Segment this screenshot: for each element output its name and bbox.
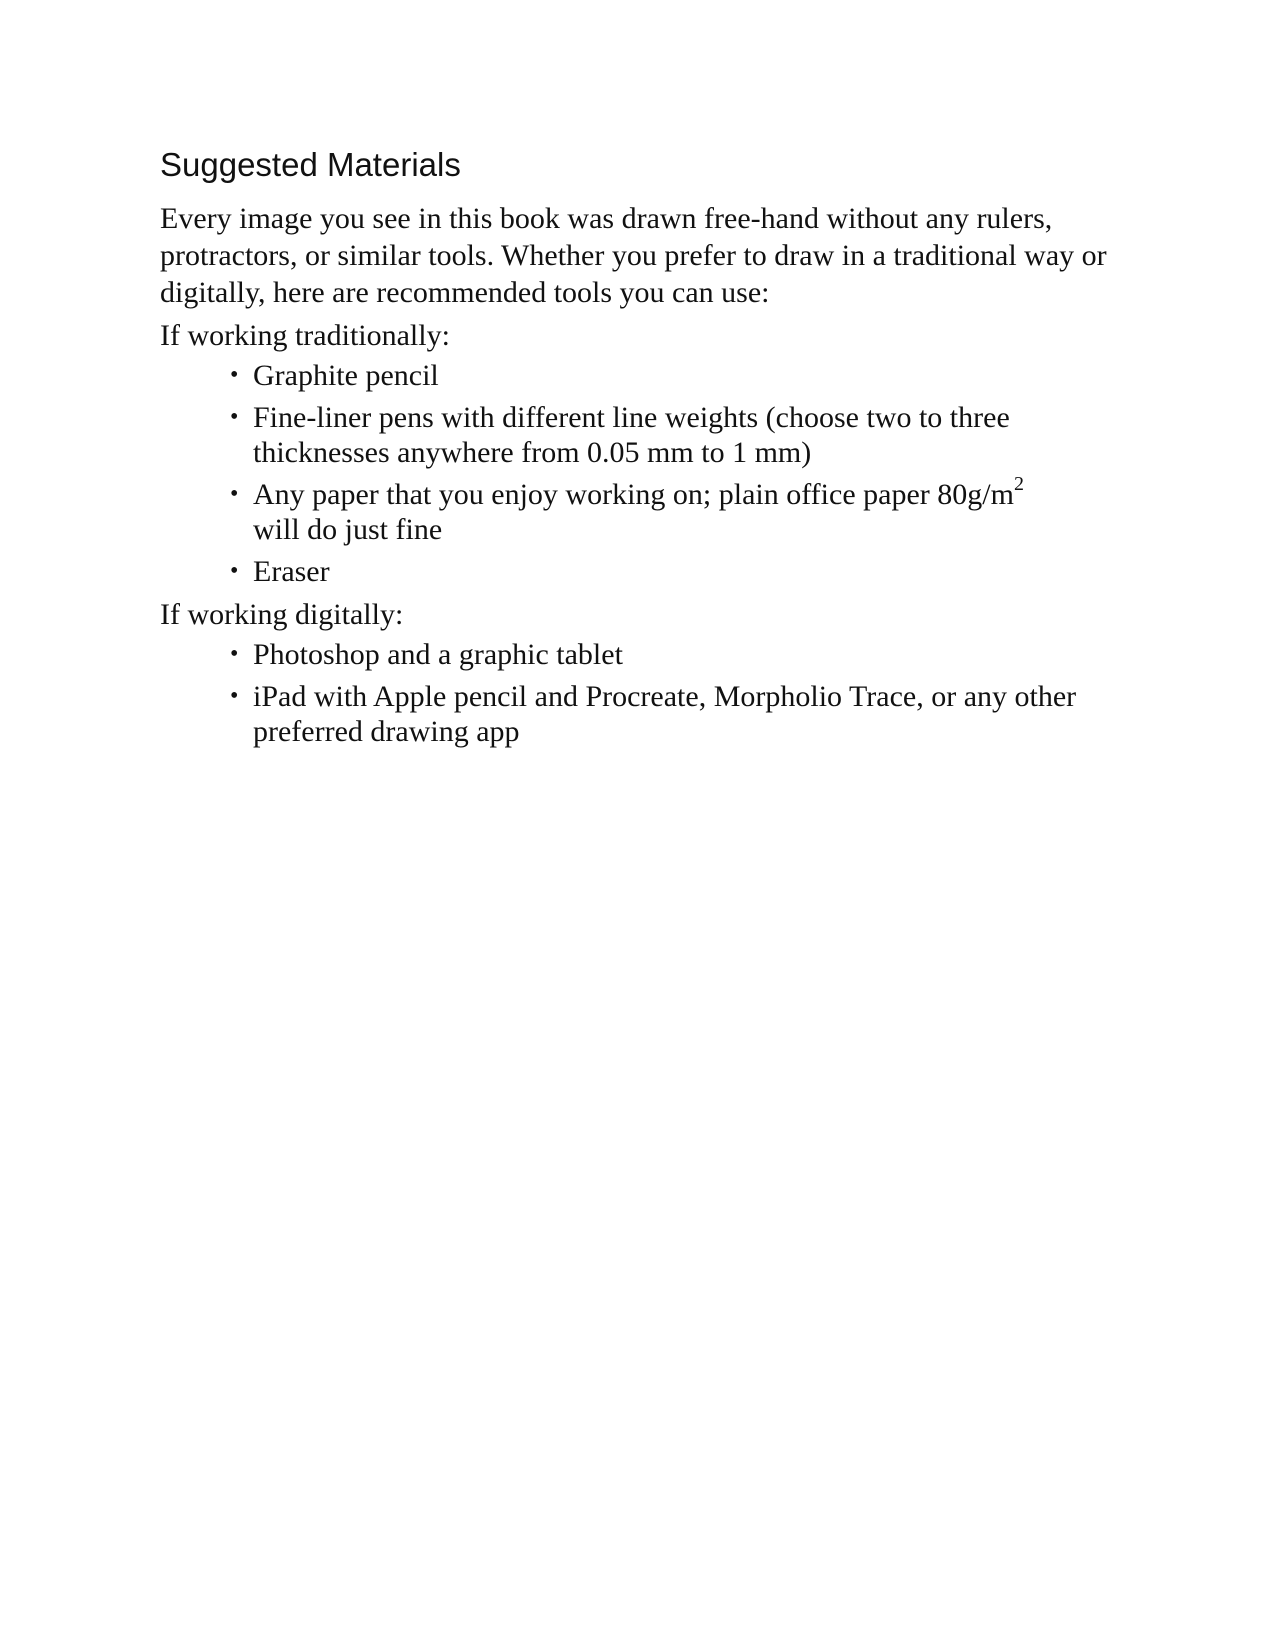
list-item [230,554,1120,589]
superscript-exponent: 2 [1013,472,1024,495]
bullet-icon: • [230,682,239,709]
list-item-text: Photoshop and a graphic tablet [253,637,623,671]
bullet-icon: • [230,557,239,584]
list-item [230,400,1120,470]
bullet-icon: • [230,640,239,667]
digital-materials-list [160,637,1120,749]
document-page [160,146,1120,756]
list-item-text-continued: will do just fine [253,512,443,546]
section-heading: Suggested Materials [160,146,461,183]
intro-paragraph: Every image you see in this book was drawn free-hand without any rulers, protractors, or similar tools. Whether you prefer to draw in a traditional way or digitally, here are recommended tools you can use: [160,201,1107,309]
list-item-text: Any paper that you enjoy working on; plain office paper 80g/m [253,477,1014,511]
list-item [230,358,1120,393]
bullet-icon: • [230,361,239,388]
list-item [230,679,1120,749]
bullet-icon: • [230,480,239,507]
traditional-list-label: If working traditionally: [160,318,450,352]
bullet-icon: • [230,403,239,430]
list-item-text: Graphite pencil [253,358,439,392]
list-item-text: iPad with Apple pencil and Procreate, Morpholio Trace, or any other preferred drawing app [253,679,1077,748]
traditional-materials-list [160,358,1120,589]
list-item-text: Fine-liner pens with different line weights (choose two to three thicknesses anywhere from 0.05 mm to 1 mm) [253,400,1010,469]
list-item-text: Eraser [253,554,330,588]
list-item [230,637,1120,672]
list-item [230,472,1120,547]
digital-list-label: If working digitally: [160,597,404,631]
